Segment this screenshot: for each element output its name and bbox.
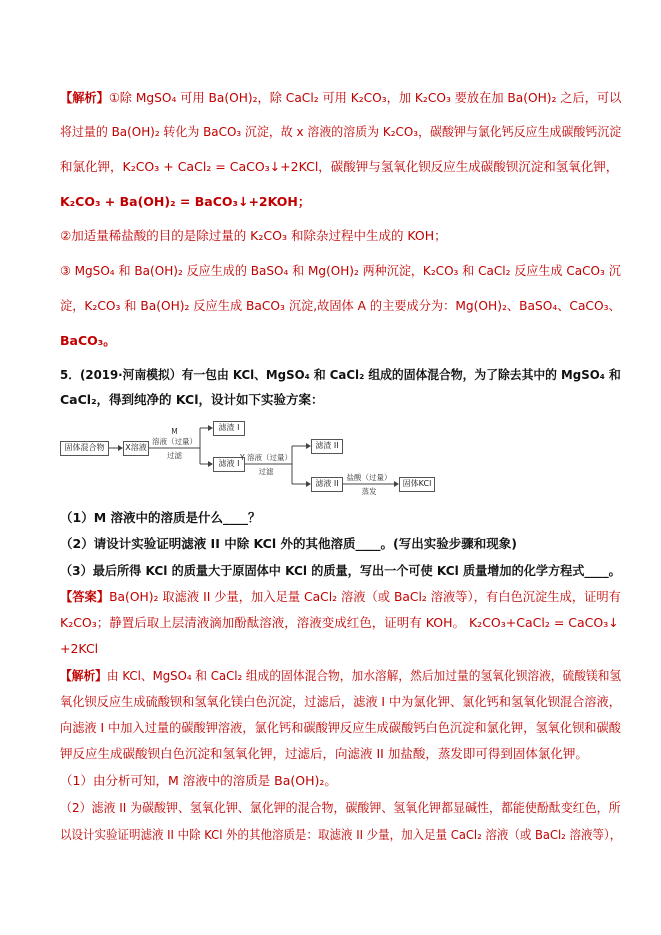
analysis-line-1: 【解析】①除 MgSO₄ 可用 Ba(OH)₂，除 CaCl₂ 可用 K₂CO₃，加 K₂CO₃ 要放在加 Ba(OH)₂ 之后，可以 xyxy=(60,90,622,105)
analysis-line-7: 淀，K₂CO₃ 和 Ba(OH)₂ 反应生成 BaCO₃ 沉淀,故固体 A 的主要成分为：Mg(OH)₂、BaSO₄、CaCO₃、 xyxy=(60,298,621,313)
label-evaporate: 蒸发 xyxy=(361,487,377,496)
label-m: M xyxy=(171,427,178,436)
box-solid-mixture: 固体混合物 xyxy=(60,441,109,456)
analysis2-line-3: 向滤液 I 中加入过量的碳酸钾溶液，氯化钙和碳酸钾反应生成碳酸钙白色沉淀和氯化钾，氢氧化钡和碳酸 xyxy=(60,720,621,735)
equation-line: K₂CO₃ + Ba(OH)₂ = BaCO₃↓+2KOH； xyxy=(60,194,311,209)
box-filtrate-1: 滤液 I xyxy=(213,457,245,472)
question-5-line-2: CaCl₂，得到纯净的 KCl，设计如下实验方案： xyxy=(60,392,324,407)
box-residue-1: 滤渣 I xyxy=(213,421,245,436)
analysis2-line-1: 【解析】由 KCl、MgSO₄ 和 CaCl₂ 组成的固体混合物，加水溶解，然后加过量的氢氧化钡溶液，硫酸镁和氢 xyxy=(60,668,622,683)
sub-question-1: （1）M 溶液中的溶质是什么____？ xyxy=(60,510,261,525)
answer-line-2: K₂CO₃；静置后取上层清液滴加酚酞溶液，溶液变成红色，证明有 KOH。 K₂CO₃+CaCl₂ = CaCO₃↓ xyxy=(60,615,619,630)
answer-line-1: 【答案】Ba(OH)₂ 取滤液 II 少量，加入足量 CaCl₂ 溶液（或 BaCl₂ 溶液等），有白色沉淀生成，证明有 xyxy=(60,589,621,604)
analysis2-line-4: 钾反应生成碳酸钡白色沉淀和氢氧化钾，过滤后，向滤液 II 加盐酸，蒸发即可得到固体氯化钾。 xyxy=(60,746,588,761)
analysis2-tag: 【解析】 xyxy=(60,668,107,683)
analysis2-line-7: 以设计实验证明滤液 II 中除 KCl 外的其他溶质是：取滤液 II 少量，加入足量 CaCl₂ 溶液（或 BaCl₂ 溶液等）， xyxy=(60,827,622,842)
box-filtrate-2: 滤液 II xyxy=(311,477,343,492)
analysis-line-3: 和氯化钾，K₂CO₃ + CaCl₂ = CaCO₃↓+2KCl，碳酸钾与氢氧化钡反应生成碳酸钡沉淀和氢氧化钾， xyxy=(60,159,619,174)
analysis-line-6: ③ MgSO₄ 和 Ba(OH)₂ 反应生成的 BaSO₄ 和 Mg(OH)₂ 两种沉淀，K₂CO₃ 和 CaCl₂ 反应生成 CaCO₃ 沉 xyxy=(60,263,621,278)
analysis-tag: 【解析】 xyxy=(60,90,109,105)
analysis-line-5: ②加适量稀盐酸的目的是除过量的 K₂CO₃ 和除杂过程中生成的 KOH； xyxy=(60,228,447,243)
label-y-filter: 过滤 xyxy=(258,467,274,476)
box-x-solution: X溶液 xyxy=(123,441,149,456)
label-m-solution: 溶液（过量） xyxy=(152,437,197,446)
experiment-flowchart xyxy=(60,414,440,496)
label-hcl: 盐酸（过量） xyxy=(346,473,392,482)
analysis-line-8: BaCO₃。 xyxy=(60,333,116,348)
sub-question-3: （3）最后所得 KCl 的质量大于原固体中 KCl 的质量，写出一个可使 KCl 质量增加的化学方程式____。 xyxy=(60,563,621,578)
question-5-line-1: 5．(2019·河南模拟）有一包由 KCl、MgSO₄ 和 CaCl₂ 组成的固体混合物，为了除去其中的 MgSO₄ 和 xyxy=(60,367,621,382)
label-m-filter: 过滤 xyxy=(167,451,182,460)
sub-question-2: （2）请设计实验证明滤液 II 中除 KCl 外的其他溶质____。(写出实验步骤和现象) xyxy=(60,536,517,551)
analysis-line-2: 将过量的 Ba(OH)₂ 转化为 BaCO₃ 沉淀，故 x 溶液的溶质为 K₂CO₃，碳酸钾与氯化钙反应生成碳酸钙沉淀 xyxy=(60,124,622,139)
answer-line-3: +2KCl xyxy=(60,641,99,656)
answer-tag: 【答案】 xyxy=(60,589,110,604)
analysis2-line-2: 氧化钡反应生成硫酸钡和氢氧化镁白色沉淀，过滤后，滤液 I 中为氯化钾、氯化钙和氢氧化钡混合溶液， xyxy=(60,694,621,709)
label-y-solution: Y 溶液（过量） xyxy=(240,453,292,462)
analysis2-line-5: （1）由分析可知，M 溶液中的溶质是 Ba(OH)₂。 xyxy=(60,773,337,788)
analysis2-line-6: （2）滤液 II 为碳酸钾、氢氧化钾、氯化钾的混合物，碳酸钾、氢氧化钾都显碱性，都能使酚酞变红色，所 xyxy=(60,800,621,815)
box-residue-2: 滤渣 II xyxy=(311,439,343,454)
box-solid-kcl: 固体KCl xyxy=(399,477,435,492)
